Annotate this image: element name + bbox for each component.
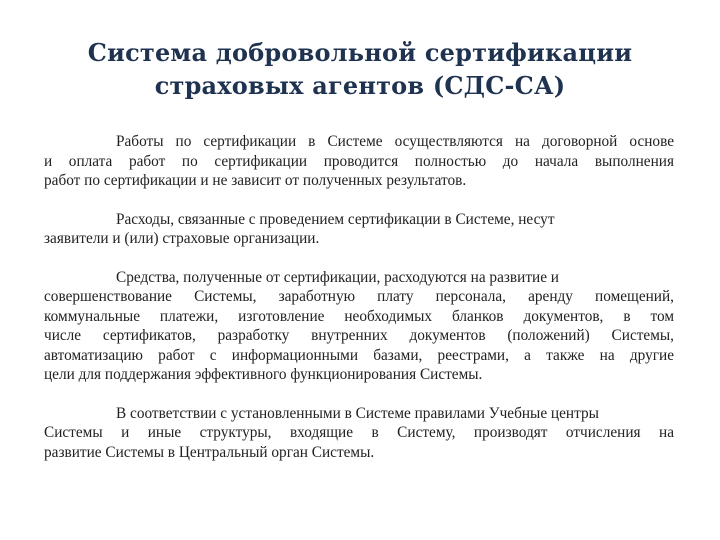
paragraph-line: Работы по сертификации в Системе осуществляются на договорной основе (116, 133, 674, 150)
paragraph-line: цели для поддержания эффективного функционирования Системы. (44, 366, 483, 383)
paragraph-line: работ по сертификации и не зависит от полученных результатов. (44, 172, 467, 189)
paragraph-line: совершенствование Системы, заработную плату персонала, аренду помещений, (44, 288, 674, 305)
paragraph-line: автоматизацию работ с информационными базами, реестрами, а также на другие (44, 346, 674, 364)
paragraph-deductions (44, 404, 674, 463)
paragraph-line: коммунальные платежи, изготовление необходимых бланков документов, в том (44, 307, 674, 325)
paragraph-line: В соответствии с установленными в Системе правилами Учебные центры (116, 404, 599, 422)
paragraph-funds (44, 268, 674, 385)
paragraph-line: заявители и (или) страховые организации. (44, 230, 320, 247)
paragraph-expenses (44, 210, 674, 249)
paragraph-line: и оплата работ по сертификации проводится полностью до начала выполнения (44, 152, 674, 170)
paragraph-line: Системы и иные структуры, входящие в Систему, производят отчисления на (44, 424, 674, 441)
paragraph-line: числе сертификатов, разработку внутренних документов (положений) Системы, (44, 327, 674, 344)
slide-title (40, 36, 680, 102)
slide-body (44, 132, 674, 462)
paragraph-line: Средства, полученные от сертификации, расходуются на развитие и (116, 268, 559, 286)
paragraph-line: развитие Системы в Центральный орган Системы. (44, 443, 375, 461)
paragraph-line: Расходы, связанные с проведением сертификации в Системе, несут (116, 210, 555, 228)
title-line-2: страховых агентов (СДС-СА) (154, 71, 566, 100)
title-line-1: Система добровольной сертификации (87, 38, 633, 67)
paragraph-payment (44, 132, 674, 191)
